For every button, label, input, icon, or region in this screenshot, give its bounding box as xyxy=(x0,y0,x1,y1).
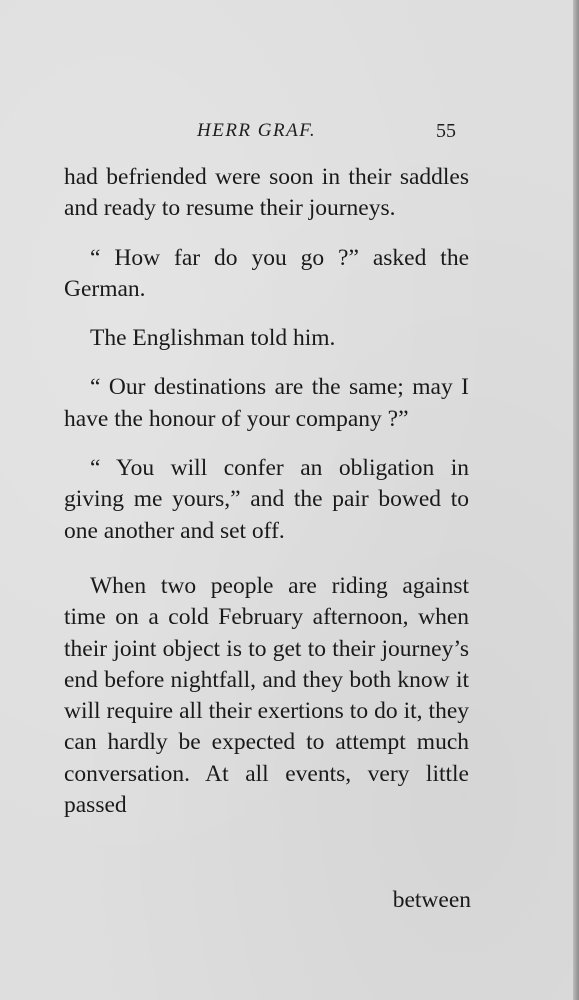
running-title: HERR GRAF. xyxy=(197,120,317,141)
paragraph-6: When two people are riding against time on a cold February afternoon, when their joint object is to get to their journey’s end before nightfall, and they both know it will require all their exertions to do it, they can hardly be expected to attempt much conversation. At all events, very little passed xyxy=(64,572,469,819)
paragraph-3: The Englishman told him. xyxy=(90,325,336,352)
paragraph-1: had befriended were soon in their saddles and ready to resume their journeys. xyxy=(64,164,469,222)
paragraph-4: “ Our destinations are the same; may I have the honour of your company ?” xyxy=(64,374,469,432)
running-header xyxy=(0,120,579,150)
paragraph-5: “ You will confer an obligation in giving me yours,” and the pair bowed to one another and set off. xyxy=(64,455,469,544)
page-edge-shadow xyxy=(573,0,579,1000)
body-text xyxy=(64,162,469,821)
catchword: between xyxy=(392,887,471,913)
page-number: 55 xyxy=(436,120,456,142)
paragraph-2: “ How far do you go ?” asked the German. xyxy=(64,244,469,302)
